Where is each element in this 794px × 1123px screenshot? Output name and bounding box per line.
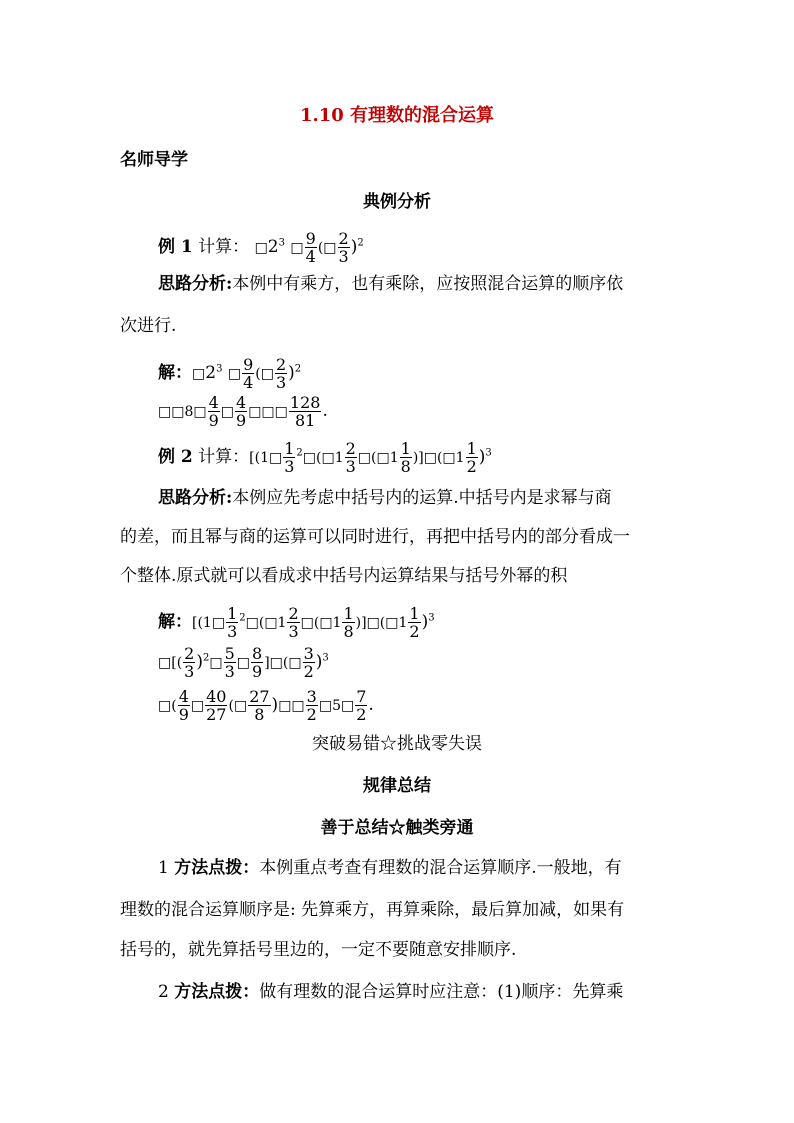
fraction-128-81 bbox=[289, 394, 322, 429]
exponent: 2 bbox=[202, 652, 210, 664]
solution-2-line-2 bbox=[158, 645, 329, 680]
numerator: 128 bbox=[289, 393, 321, 412]
numerator: 9 bbox=[305, 229, 316, 248]
fraction-4-9 bbox=[208, 394, 220, 429]
denominator: 4 bbox=[243, 373, 254, 392]
numerator: 1 bbox=[284, 439, 295, 458]
expression-part: [(1□ bbox=[192, 615, 226, 631]
expression-part: □□ bbox=[278, 698, 305, 714]
solution-label: 解： bbox=[158, 612, 192, 632]
close-paren: ) bbox=[421, 612, 429, 632]
placeholder-glyph: □ bbox=[236, 655, 251, 671]
denominator: 9 bbox=[208, 411, 219, 430]
base-two: 2 bbox=[205, 363, 217, 383]
expression-part: □(□1 bbox=[245, 615, 287, 631]
fraction-1-8 bbox=[400, 440, 412, 475]
method-number: 2 bbox=[158, 982, 169, 1002]
placeholder-glyph: □ bbox=[220, 404, 235, 420]
exponent: 3 bbox=[278, 237, 285, 249]
method-1-line-2: 理数的混合运算顺序是: 先算乘方，再算乘除，最后算加减，如果有 bbox=[120, 900, 625, 920]
fraction-5-3 bbox=[224, 645, 236, 680]
summary-heading: 规律总结 bbox=[363, 776, 431, 796]
fraction-9-4 bbox=[305, 230, 317, 265]
denominator: 2 bbox=[303, 662, 314, 681]
fraction-2-3 bbox=[338, 230, 350, 265]
expression-part: □(□1 bbox=[357, 450, 399, 466]
exponent: 2 bbox=[239, 612, 246, 624]
placeholder-glyph: □ bbox=[192, 366, 206, 382]
open-paren: (□ bbox=[317, 240, 337, 256]
close-paren: ) bbox=[350, 237, 358, 257]
fraction-2-3 bbox=[275, 356, 287, 391]
numerator: 1 bbox=[466, 439, 477, 458]
numerator: 4 bbox=[208, 393, 219, 412]
numerator: 3 bbox=[303, 644, 314, 663]
analysis-label: 思路分析: bbox=[158, 274, 233, 294]
placeholder-glyph: □ bbox=[290, 240, 304, 256]
numerator: 1 bbox=[400, 439, 411, 458]
numerator: 2 bbox=[184, 644, 195, 663]
numerator: 4 bbox=[178, 687, 189, 706]
denominator: 3 bbox=[284, 457, 295, 476]
placeholder-glyph: □ bbox=[254, 240, 268, 256]
analysis-text: 本例中有乘方，也有乘除，应按照混合运算的顺序依 bbox=[232, 274, 624, 294]
fraction-4-9 bbox=[178, 688, 190, 723]
denominator: 3 bbox=[345, 457, 356, 476]
section-heading: 名师导学 bbox=[120, 150, 188, 170]
expression-part: □(□1 bbox=[302, 450, 344, 466]
denominator: 3 bbox=[288, 622, 299, 641]
denominator: 81 bbox=[289, 411, 322, 429]
numerator: 5 bbox=[224, 644, 235, 663]
placeholder-glyph: □ bbox=[227, 366, 242, 382]
analysis-1-line-2: 次进行. bbox=[120, 316, 177, 336]
numerator: 7 bbox=[356, 687, 367, 706]
expression-part: □□8□ bbox=[158, 404, 207, 420]
denominator: 9 bbox=[236, 411, 247, 430]
exponent: 3 bbox=[485, 447, 492, 459]
open-paren: (□ bbox=[228, 698, 248, 714]
denominator: 2 bbox=[306, 705, 317, 724]
denominator: 8 bbox=[343, 622, 354, 641]
solution-1-line-2 bbox=[158, 394, 328, 429]
analysis-2-line-2: 的差，而且幂与商的运算可以同时进行，再把中括号内的部分看成一 bbox=[120, 527, 630, 547]
period: . bbox=[368, 695, 374, 715]
numerator: 1 bbox=[343, 604, 354, 623]
close-paren: ) bbox=[196, 652, 203, 672]
analysis-2-line-3: 个整体.原式就可以看成求中括号内运算结果与括号外幂的积 bbox=[120, 566, 568, 586]
example-2 bbox=[158, 440, 492, 475]
analysis-text: 本例应先考虑中括号内的运算.中括号内是求幂与商 bbox=[232, 488, 612, 508]
denominator: 4 bbox=[305, 247, 316, 266]
fraction-1-2 bbox=[466, 440, 478, 475]
method-text: 做有理数的混合运算时应注意：(1)顺序：先算乘 bbox=[259, 982, 624, 1002]
analysis-label: 思路分析: bbox=[158, 488, 233, 508]
base-two: 2 bbox=[267, 237, 279, 257]
exponent: 2 bbox=[296, 447, 303, 459]
denominator: 3 bbox=[275, 373, 287, 392]
example-1-prompt: 计算： bbox=[198, 237, 250, 257]
solution-label: 解： bbox=[158, 363, 192, 383]
exponent: 3 bbox=[322, 652, 329, 664]
denominator: 8 bbox=[400, 457, 411, 476]
breakthrough-heading: 突破易错☆挑战零失误 bbox=[312, 734, 482, 754]
method-label: 方法点拨： bbox=[174, 982, 260, 1002]
method-2-line-1 bbox=[158, 982, 623, 1002]
numerator: 9 bbox=[243, 355, 254, 374]
method-text: 本例重点考查有理数的混合运算顺序.一般地，有 bbox=[259, 858, 622, 878]
page-title: 1.10 有理数的混合运算 bbox=[299, 105, 495, 126]
numerator: 2 bbox=[288, 604, 299, 623]
method-1-line-1 bbox=[158, 858, 622, 878]
denominator: 2 bbox=[356, 705, 367, 724]
fraction-3-2 bbox=[303, 645, 315, 680]
expression-part: )]□(□1 bbox=[412, 450, 465, 466]
fraction-3-2 bbox=[306, 688, 318, 723]
numerator: 27 bbox=[249, 687, 270, 706]
example-2-prompt: 计算： bbox=[198, 447, 250, 467]
denominator: 8 bbox=[248, 705, 270, 723]
fraction-2-3 bbox=[183, 645, 195, 680]
numerator: 40 bbox=[206, 687, 227, 706]
numerator: 1 bbox=[409, 604, 420, 623]
analysis-1-line-1 bbox=[158, 274, 623, 294]
numerator: 3 bbox=[306, 687, 317, 706]
denominator: 2 bbox=[466, 457, 477, 476]
denominator: 9 bbox=[252, 662, 263, 681]
placeholder-glyph: □ bbox=[190, 698, 205, 714]
method-number: 1 bbox=[158, 858, 169, 878]
fraction-4-9 bbox=[235, 394, 247, 429]
solution-2-line-3 bbox=[158, 688, 374, 723]
expression-part: □5□ bbox=[318, 698, 355, 714]
subheading-examples: 典例分析 bbox=[363, 192, 431, 212]
exponent: 3 bbox=[428, 612, 435, 624]
numerator: 1 bbox=[227, 604, 238, 623]
denominator: 2 bbox=[409, 622, 420, 641]
expression-part: □(□1 bbox=[300, 615, 342, 631]
solution-2-line-1 bbox=[158, 605, 435, 640]
fraction-27-8 bbox=[248, 688, 270, 723]
close-paren: ) bbox=[271, 695, 279, 715]
fraction-40-27 bbox=[205, 688, 227, 723]
denominator: 3 bbox=[184, 662, 195, 681]
denominator: 3 bbox=[227, 622, 238, 641]
fraction-9-4 bbox=[242, 356, 254, 391]
exponent: 2 bbox=[357, 237, 364, 249]
denominator: 3 bbox=[224, 662, 235, 681]
fraction-1-3 bbox=[226, 605, 238, 640]
denominator: 3 bbox=[338, 247, 349, 266]
numerator: 8 bbox=[252, 644, 263, 663]
period: . bbox=[322, 401, 328, 421]
expression-part: □□□ bbox=[248, 404, 288, 420]
placeholder-glyph: □ bbox=[209, 655, 223, 671]
solution-1-line-1 bbox=[158, 356, 301, 391]
open-paren: (□ bbox=[255, 366, 274, 382]
fraction-8-9 bbox=[251, 645, 263, 680]
exponent: 3 bbox=[216, 363, 223, 375]
summary-subheading: 善于总结☆触类旁通 bbox=[320, 818, 474, 838]
numerator: 2 bbox=[345, 439, 356, 458]
analysis-2-line-1 bbox=[158, 488, 612, 508]
example-2-label: 例 2 bbox=[158, 447, 193, 467]
expression-part: )]□(□1 bbox=[355, 615, 408, 631]
numerator: 4 bbox=[236, 393, 247, 412]
close-paren: ) bbox=[478, 447, 486, 467]
fraction-1-3 bbox=[283, 440, 295, 475]
numerator: 2 bbox=[338, 229, 349, 248]
method-1-line-3: 括号的，就先算括号里边的，一定不要随意安排顺序. bbox=[120, 940, 517, 960]
close-paren: ) bbox=[288, 363, 295, 383]
close-paren: ) bbox=[315, 652, 323, 672]
denominator: 9 bbox=[178, 705, 189, 724]
expression-part: □[( bbox=[158, 655, 183, 671]
example-1 bbox=[158, 230, 364, 265]
fraction-1-2 bbox=[408, 605, 420, 640]
fraction-2-3 bbox=[345, 440, 357, 475]
denominator: 27 bbox=[206, 705, 227, 724]
fraction-1-8 bbox=[342, 605, 354, 640]
numerator: 2 bbox=[275, 355, 287, 374]
exponent: 2 bbox=[294, 363, 302, 375]
example-1-label: 例 1 bbox=[158, 237, 193, 257]
expression-part: ]□(□ bbox=[264, 655, 302, 671]
expression-part: □( bbox=[158, 698, 177, 714]
method-label: 方法点拨： bbox=[174, 858, 260, 878]
fraction-2-3 bbox=[287, 605, 299, 640]
fraction-7-2 bbox=[355, 688, 367, 723]
expression-part: [(1□ bbox=[249, 450, 283, 466]
